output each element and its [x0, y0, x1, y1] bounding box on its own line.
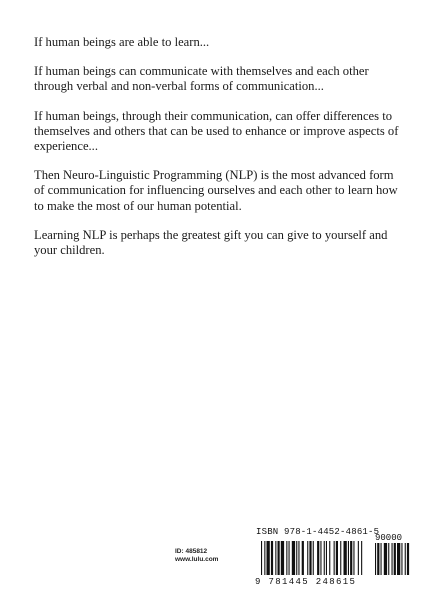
price-code: 90000 — [375, 533, 403, 543]
blurb-text — [34, 35, 406, 272]
blurb-paragraph-2: If human beings can communicate with themselves and each other through verbal and non-verbal forms of communication... — [34, 64, 369, 94]
barcode-digits: 9 781445 248615 — [255, 577, 357, 587]
blurb-paragraph-5: Learning NLP is perhaps the greatest gift you can give to yourself and your children. — [34, 227, 388, 258]
publisher-id — [175, 548, 218, 564]
blurb-paragraph-3: If human beings, through their communication, can offer differences to themselves and others that can be used to enhance or improve aspects of experience... — [34, 108, 399, 154]
barcode-icon — [255, 541, 412, 579]
publisher-site: www.lulu.com — [175, 556, 219, 563]
blurb-paragraph-4: Then Neuro-Linguistic Programming (NLP) is the most advanced form of communication for influencing ourselves and each other to learn how to make the most of our human potential. — [34, 168, 398, 213]
isbn-label: ISBN 978-1-4452-4861-5 — [256, 527, 380, 537]
blurb-paragraph-1: If human beings are able to learn... — [34, 35, 210, 49]
publisher-id-label: ID: 485812 — [175, 548, 208, 555]
